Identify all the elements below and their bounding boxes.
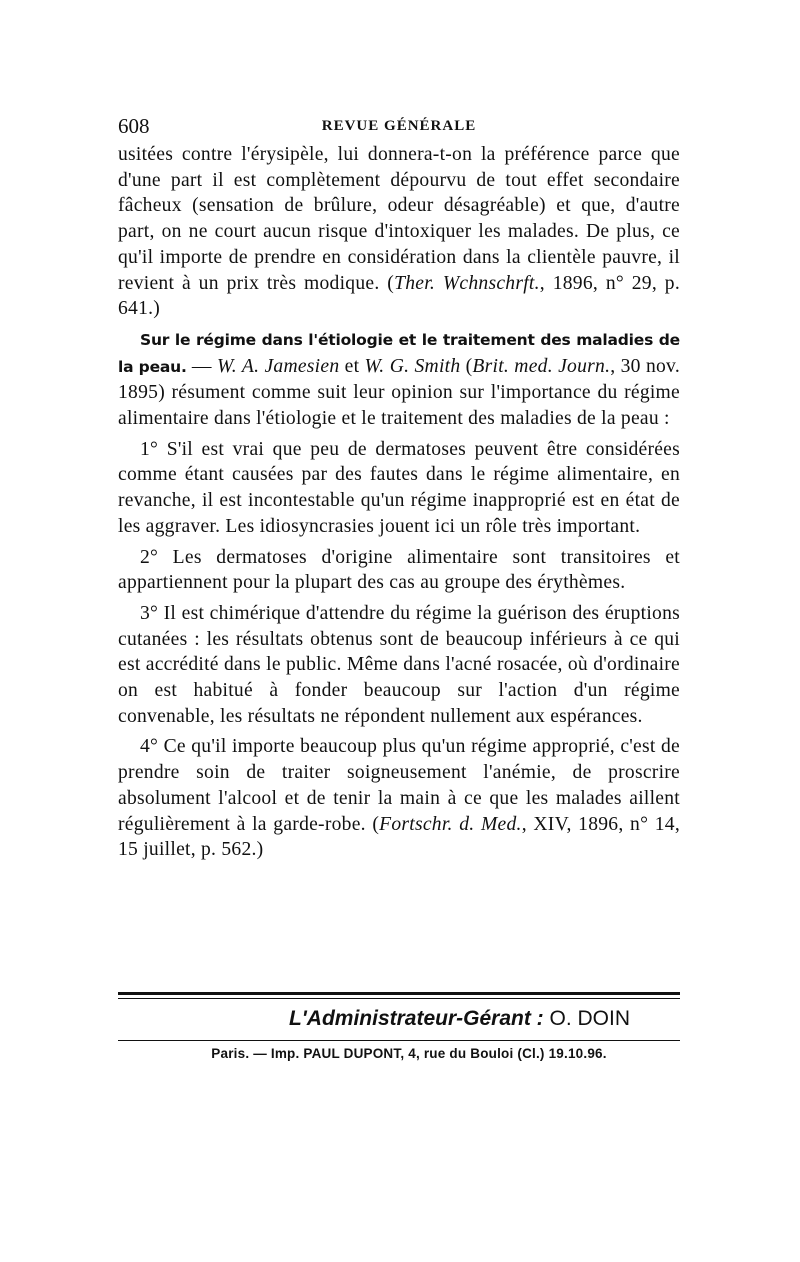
section-rest: , 30 nov. 1895) résument comme suit leur opinion sur l'importance du régime alimentaire dans l'étiologie et le traitement des maladies de la peau : bbox=[118, 355, 680, 430]
section-paren-open: ( bbox=[460, 355, 473, 377]
list-item-1: 1° S'il est vrai que peu de dermatoses peuvent être considérées comme étant causées par des fautes dans le régime alimentaire, en revanche, il est incontestable qu'un régime inapproprié est en état de les aggraver. Les idiosyncrasies jouent ici un rôle très important. bbox=[118, 438, 680, 537]
item4-citation-open: ( bbox=[365, 813, 380, 835]
page bbox=[118, 112, 680, 868]
list-item-3: 3° Il est chimérique d'attendre du régime la guérison des éruptions cutanées : les résultats obtenus sont de beaucoup inférieurs à ce qui est accrédité dans le public. Même dans l'acné rosacée, où d'ordinaire on est habitué à fonder beaucoup sur l'action d'un régime convenable, les résultats ne répondent nullement aux espérances. bbox=[118, 602, 680, 727]
list-item-4 bbox=[118, 734, 680, 863]
paragraph-erysipelas-text: usitées contre l'érysipèle, lui donnera-t-on la préférence parce que d'une part il est complètement dépourvu de tout effet secondaire fâcheux (sensation de brûlure, odeur désagréable) et que, d'autre part, on ne court aucun risque d'intoxiquer les malades. De plus, ce qu'il importe de prendre en considération dans la clientèle pauvre, il revient à un prix très modique. bbox=[118, 144, 680, 294]
list-item-2: 2° Les dermatoses d'origine alimentaire sont transitoires et appartiennent pour la plupart des cas au groupe des érythèmes. bbox=[118, 546, 680, 594]
page-number: 608 bbox=[118, 114, 150, 138]
printer-imprint: Paris. — Imp. PAUL DUPONT, 4, rue du Bouloi (Cl.) 19.10.96. bbox=[211, 1046, 607, 1061]
item4-citation-rest: , XIV, 1896, n° 14, 15 juillet, p. 562.) bbox=[118, 813, 680, 861]
administrator-line bbox=[118, 1007, 680, 1031]
section-journal: Brit. med. Journ. bbox=[472, 355, 611, 377]
journal-title: REVUE GÉNÉRALE bbox=[321, 118, 477, 134]
rule-thin bbox=[118, 998, 680, 999]
administrator-name: O. DOIN bbox=[543, 1007, 630, 1030]
item4-citation-journal: Fortschr. d. Med. bbox=[379, 813, 522, 835]
administrator-label: L'Administrateur-Gérant : bbox=[288, 1007, 544, 1030]
section-regime bbox=[118, 327, 680, 432]
rule-thin-bottom bbox=[118, 1040, 680, 1041]
citation-rest: , 1896, n° 29, p. 641.) bbox=[118, 272, 680, 320]
citation-journal: Ther. Wchnschrft. bbox=[394, 272, 540, 294]
rule-thick bbox=[118, 992, 680, 995]
running-head bbox=[118, 112, 680, 142]
section-and: et bbox=[339, 355, 365, 377]
section-heading: Sur le régime dans l'étiologie et le traitement des maladies de la peau. bbox=[118, 330, 680, 376]
section-author-1: W. A. Jamesien bbox=[217, 355, 340, 377]
paragraph-erysipelas bbox=[118, 142, 680, 322]
list-item-4-text: 4° Ce qu'il importe beaucoup plus qu'un régime approprié, c'est de prendre soin de traiter soigneusement l'anémie, de proscrire absolument l'alcool et de tenir la main à ce que les malades aillent régulièrement à la garde-robe. bbox=[118, 736, 680, 835]
section-author-2: W. G. Smith bbox=[364, 355, 461, 377]
citation-open: ( bbox=[387, 272, 395, 294]
section-dash: — bbox=[186, 355, 218, 377]
